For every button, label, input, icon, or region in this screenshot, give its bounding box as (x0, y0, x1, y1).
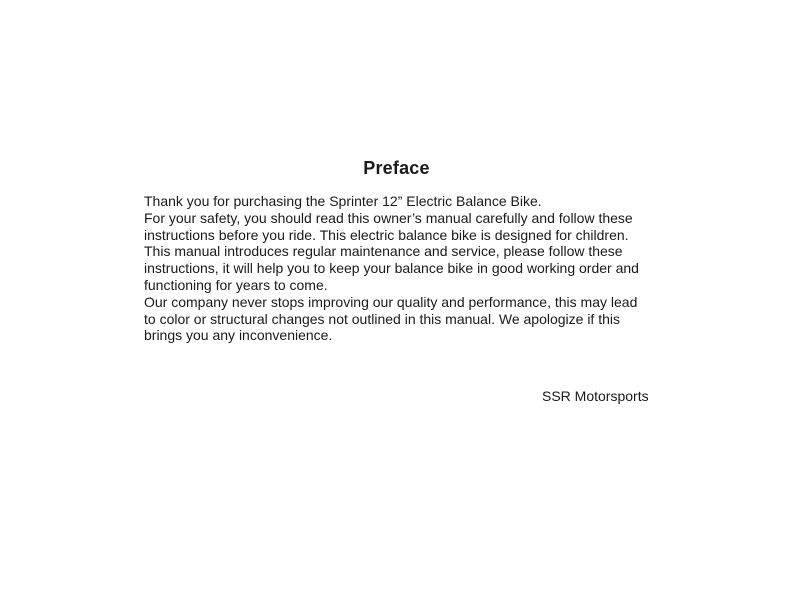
preface-line: instructions, it will help you to keep your balance bike in good working order and (144, 260, 639, 277)
preface-line: functioning for years to come. (144, 276, 328, 293)
preface-line: instructions before you ride. This electric balance bike is designed for children. (144, 226, 629, 243)
preface-body (144, 193, 664, 344)
preface-line: to color or structural changes not outlined in this manual. We apologize if this (144, 310, 620, 327)
preface-line: This manual introduces regular maintenance and service, please follow these (144, 243, 623, 260)
page-title: Preface (363, 158, 430, 178)
preface-line: Thank you for purchasing the Sprinter 12” Electric Balance Bike. (144, 193, 542, 209)
preface-line: For your safety, you should read this owner’s manual carefully and follow these (144, 209, 633, 226)
preface-line: brings you any inconvenience. (144, 327, 333, 344)
signature: SSR Motorsports (542, 388, 649, 404)
preface-line: Our company never stops improving our quality and performance, this may lead (144, 293, 638, 310)
